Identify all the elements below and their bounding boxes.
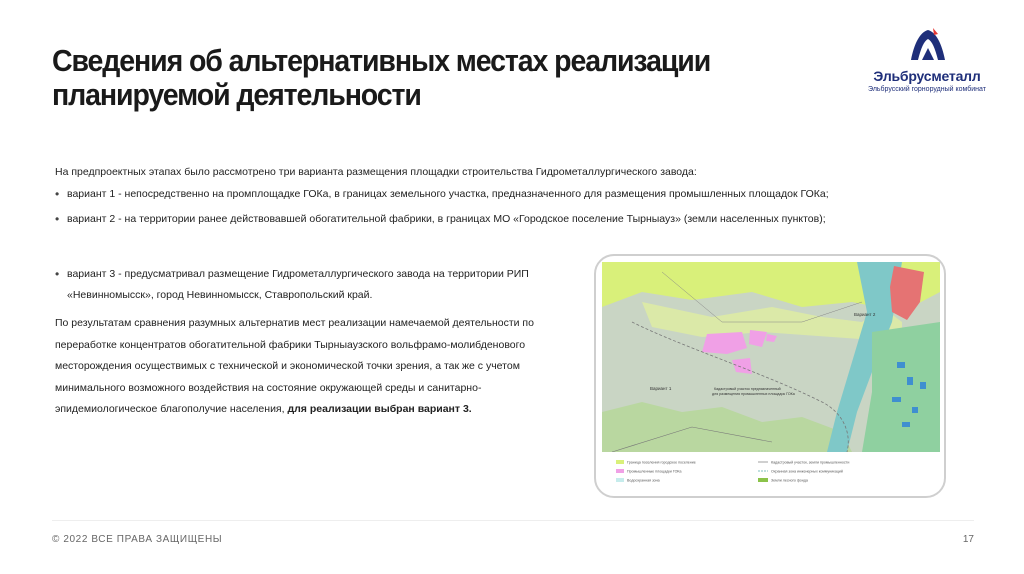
site-map-drawing <box>602 262 940 492</box>
conclusion-paragraph <box>55 313 534 421</box>
conclusion-line-4: минимального возможного воздействия на состояние окружающей среды и санитарно- <box>55 381 482 394</box>
page-title <box>52 44 751 112</box>
bullet-variant-2: • вариант 2 - на территории ранее действовавшей обогатительной фабрики, в границах МО «Городское поселение Тырныауз» (земли населенных пунктов); <box>55 212 826 226</box>
conclusion-highlight: для реализации выбран вариант 3. <box>287 403 472 415</box>
conclusion-line-3: месторождения осуществимых с технической и экономической точки зрения, а так же с учетом <box>55 360 520 372</box>
intro-paragraph: На предпроектных этапах было рассмотрено три варианта размещения площадки строительства Гидрометаллургического завода: <box>55 166 697 178</box>
legend-item: Граница поселения городское поселение <box>627 460 696 465</box>
logo-subtitle: Эльбрусский горнорудный комбинат <box>868 86 986 93</box>
conclusion-line-2: переработке концентратов обогатительной фабрики Тырныаузского вольфрамо-молибденового <box>55 338 526 351</box>
conclusion-line-5-text: эпидемиологическое благополучие населения, <box>55 403 288 415</box>
title-line-2: планируемой деятельности <box>52 77 421 112</box>
legend-item: Охранная зона инженерных коммуникаций <box>771 469 843 474</box>
legend-item: Водоохранная зона <box>627 478 660 483</box>
bullet-variant-3-line-2: «Невинномысск», город Невинномысск, Ставропольский край. <box>67 289 373 301</box>
logo-name: Эльбрусметалл <box>873 68 981 84</box>
mountain-logo-icon <box>908 26 948 62</box>
bullet-variant-1: • вариант 1 - непосредственно на промплощадке ГОКа, в границах земельного участка, предназначенного для размещения промышленных площадок ГОКа; <box>55 187 829 201</box>
footer-divider <box>52 520 974 521</box>
legend-item: Кадастровый участок, земли промышленности <box>771 460 850 465</box>
company-logo <box>862 26 992 106</box>
title-line-1: Сведения об альтернативных местах реализации <box>52 43 711 78</box>
map-label-variant-2: Вариант 2 <box>854 312 876 317</box>
bullet-variant-3-line-1: • вариант 3 - предусматривал размещение Гидрометаллургического завода на территории РИП <box>67 268 529 280</box>
conclusion-line-1: По результатам сравнения разумных альтернатив мест реализации намечаемой деятельности по <box>55 317 534 329</box>
copyright: © 2022 ВСЕ ПРАВА ЗАЩИЩЕНЫ <box>52 534 223 545</box>
map-label-variant-1: Вариант 1 <box>650 386 672 391</box>
bullet-variant-3 <box>55 267 529 302</box>
conclusion-line-5 <box>55 399 534 421</box>
site-map <box>594 254 946 498</box>
map-label-cadastral-2: для размещения промышленных площадок ГОКа <box>712 392 795 396</box>
map-label-cadastral-1: Кадастровый участок предназначенный <box>714 387 781 391</box>
page-number: 17 <box>962 534 974 545</box>
legend-item: Земли лесного фонда <box>771 478 808 483</box>
legend-item: Промышленные площадки ГОКа <box>627 469 682 474</box>
